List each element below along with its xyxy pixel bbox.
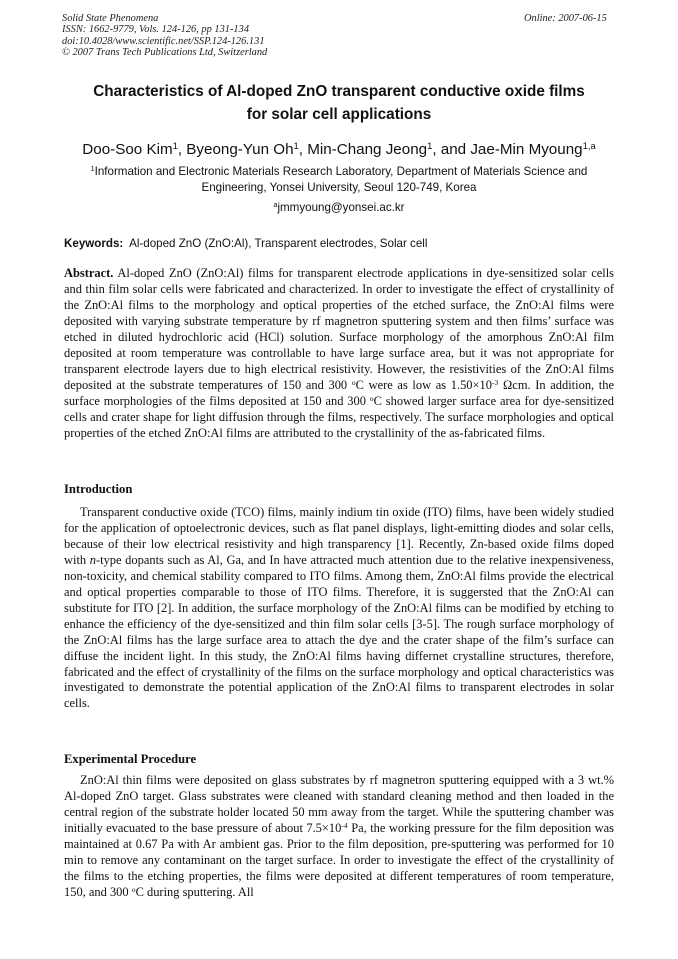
intro-italic: n bbox=[89, 552, 96, 567]
author-2: , Byeong-Yun Oh bbox=[177, 141, 294, 158]
abstract-part-4: C showed larger surface area for dye-sensitized cells and crater shape for light diffusion through the films, respectively. The surface morphologies and optical properties of the etched ZnO:Al films are attributed to the crystallinity of the as-fabricated films. bbox=[64, 393, 614, 440]
issn-line: ISSN: 1662-9779, Vols. 124-126, pp 131-134 bbox=[62, 24, 250, 36]
abstract-label: Abstract. bbox=[64, 266, 114, 280]
experimental-paragraph bbox=[64, 773, 614, 901]
author-3: , Min-Chang Jeong bbox=[298, 141, 428, 158]
corresponding-email bbox=[30, 200, 648, 215]
journal-header bbox=[62, 13, 267, 59]
paper-title bbox=[30, 80, 648, 126]
abstract bbox=[64, 266, 614, 441]
author-list bbox=[30, 140, 648, 160]
email-marker: a bbox=[273, 200, 278, 210]
introduction-paragraph bbox=[64, 505, 614, 712]
author-2-affil: 1 bbox=[293, 139, 299, 151]
abstract-part-3: Ωcm. In addition, the surface morphologies of the films deposited at 150 and 300 bbox=[64, 377, 614, 408]
exp-part-2: Pa, the working pressure for the film deposition was maintained at 0.67 Pa with Ar ambient gas. Prior to the film deposition, pre-sputtering was performed for 10 min to remove any contaminant on the target surface. In order to investigate the effect of the crystallinity of the films to the etching properties, the films were deposited at different temperatures of room temperature, 150, and 300 bbox=[64, 820, 614, 899]
exp-part-1: ZnO:Al thin films were deposited on glass substrates by rf magnetron sputtering equipped with a 3 wt.% Al-doped ZnO target. Glass substrates were cleaned with standard cleaning method and then loaded in the central region of the substrate holder located 50 mm away from the target. While the sputtering chamber was initially evacuated to the base pressure of about 7.5×10 bbox=[64, 773, 614, 835]
affiliation-line-2: Engineering, Yonsei University, Seoul 120-749, Korea bbox=[201, 180, 477, 194]
intro-part-2: -type dopants such as Al, Ga, and In have attracted much attention due to the relative inexpensiveness, non-toxicity, and chemical stability compared to ITO films. Among them, ZnO:Al films provide the electrical and optical properties comparable to those of ITO films. Therefore, it is suggersted that the ZnO:Al can substitute for ITO [2]. In addition, the surface morphology of the ZnO:Al films can be modified by etching to enhance the efficiency of the dye-sensitized and thin film solar cells [3-5]. The rough surface morphology of the ZnO:Al films has the large surface area to attach the dye and the crater shape of the film’s surface can diffuse the incident light. In this study, the ZnO:Al films having differnet crystalline structures, therefore, fabricated and the effect of crystallinity of the films on the surface morphology and optical characteristics was investigated to demonstrate the potential application of the ZnO:Al films to transparent electrodes in solar cells. bbox=[64, 552, 614, 711]
abstract-part-1: Al-doped ZnO (ZnO:Al) films for transparent electrode applications in dye-sensitized solar cells and thin film solar cells were fabricated and characterized. In order to investigate the effect of crystallinity of the ZnO:Al films to the morphology and optical properties of the etched surface, the ZnO:Al films were deposited with varying substrate temperature by rf magnetron sputtering system and then films’ surface was etched in diluted hydrochloric acid (HCl) solution. Surface morphology of the amorphous ZnO:Al film deposited at room temperature was controllable to have large surface area, but it was not appropriate for transparent electrode layers due to high electrical resistivity. However, the resistivities of the ZnO:Al films deposited at the substrate temperatures of 150 and 300 bbox=[64, 266, 614, 392]
affiliation-line-1: Information and Electronic Materials Research Laboratory, Department of Materials Science and bbox=[94, 165, 588, 178]
email-address[interactable]: jmmyoung@yonsei.ac.kr bbox=[277, 201, 405, 214]
affiliation bbox=[60, 164, 618, 195]
doi-line: doi:10.4028/www.scientific.net/SSP.124-126.131 bbox=[62, 35, 265, 47]
author-4: , and Jae-Min Myoung bbox=[432, 141, 583, 158]
journal-name: Solid State Phenomena bbox=[62, 13, 159, 24]
author-1-affil: 1 bbox=[172, 139, 178, 151]
title-line-2: for solar cell applications bbox=[246, 106, 432, 123]
keywords-text: Al-doped ZnO (ZnO:Al), Transparent electrodes, Solar cell bbox=[129, 237, 428, 250]
author-4-affil: 1,a bbox=[582, 139, 596, 151]
exp-part-3: C during sputtering. All bbox=[135, 884, 254, 899]
title-line-1: Characteristics of Al-doped ZnO transparent conductive oxide films bbox=[93, 83, 585, 100]
author-3-affil: 1 bbox=[427, 139, 433, 151]
abstract-part-2: C were as low as 1.50×10 bbox=[355, 377, 492, 392]
author-1: Doo-Soo Kim bbox=[82, 141, 173, 158]
affiliation-marker: 1 bbox=[90, 164, 95, 174]
keywords-label: Keywords: bbox=[64, 237, 124, 250]
online-date: Online: 2007-06-15 bbox=[524, 13, 607, 24]
exponent: -3 bbox=[491, 377, 499, 387]
keywords bbox=[64, 236, 624, 251]
degree-mark: o bbox=[369, 393, 374, 403]
experimental-heading: Experimental Procedure bbox=[64, 752, 197, 766]
introduction-heading: Introduction bbox=[64, 482, 133, 496]
intro-part-1: Transparent conductive oxide (TCO) films, mainly indium tin oxide (ITO) films, have been widely studied for the application of optoelectronic devices, such as flat panel displays, light-emitting diodes and solar cells, because of their low electrical resistivity and high transparency [1]. Recently, Zn-based oxide films doped with bbox=[64, 505, 614, 567]
copyright-line: © 2007 Trans Tech Publications Ltd, Switzerland bbox=[62, 47, 268, 59]
exponent: -4 bbox=[341, 820, 348, 830]
degree-mark: o bbox=[131, 884, 136, 894]
degree-mark: o bbox=[351, 377, 356, 387]
